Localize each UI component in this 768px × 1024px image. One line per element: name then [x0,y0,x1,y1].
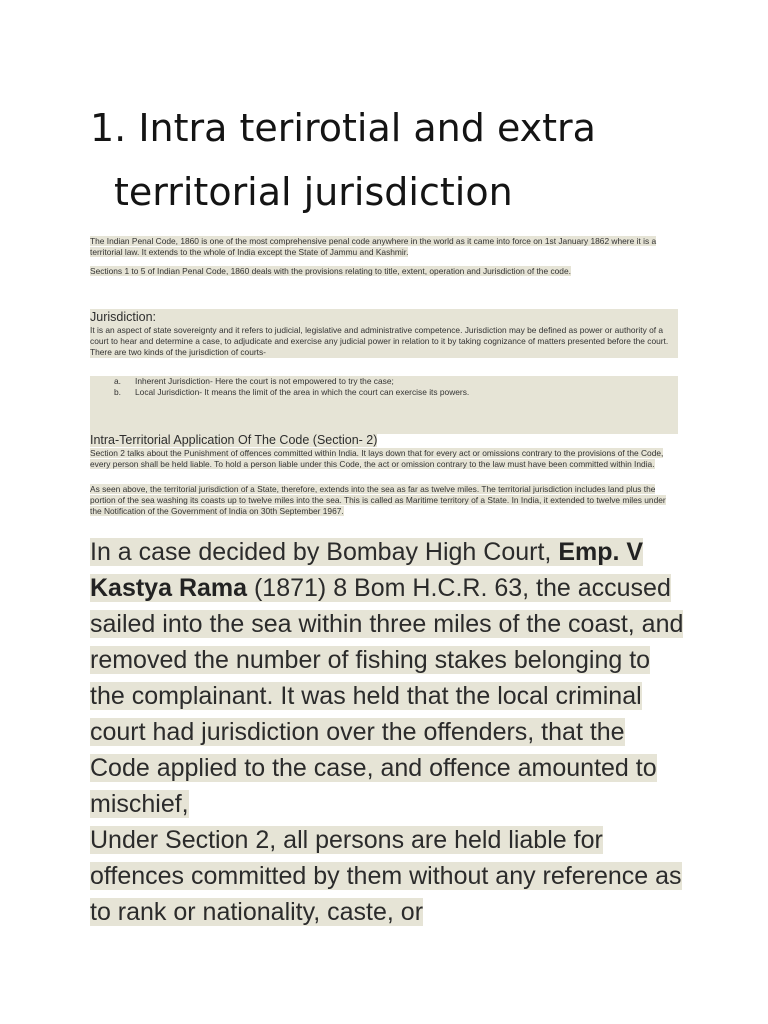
intra-territorial-heading: Intra-Territorial Application Of The Code (Section- 2) [90,433,378,447]
list-marker: b. [114,387,121,397]
intra-territorial-section [90,432,678,470]
case-paragraph [90,538,683,818]
title-line-2: territorial jurisdiction [114,170,513,214]
jurisdiction-heading: Jurisdiction: [90,310,156,324]
list-item [90,376,678,387]
case-prefix: In a case decided by Bombay High Court, [90,538,559,566]
intro-section [90,236,678,285]
list-item-text: Local Jurisdiction- It means the limit of the area in which the court can exercise its powers. [135,387,470,397]
section-2-paragraph: Under Section 2, all persons are held liable for offences committed by them without any reference as to rank or nationality, caste, or [90,826,682,926]
list-item-text: Inherent Jurisdiction- Here the court is not empowered to try the case; [135,376,394,386]
document-title [90,96,710,224]
case-section [90,534,690,930]
list-marker: a. [114,376,121,386]
jurisdiction-section [90,309,678,358]
case-name: Emp. V Kastya Rama [90,538,644,602]
case-details: (1871) 8 Bom H.C.R. 63, the accused sailed into the sea within three miles of the coast, and removed the number of fishing stakes belonging to the complainant. It was held that the local criminal court had jurisdiction over the offenders, that the Code applied to the case, and offence amounted to mischief, [90,574,684,818]
intra-territorial-text: Section 2 talks about the Punishment of offences committed within India. It lays down that for every act or omissions contrary to the provisions of the Code, every person shall be held liable. To hold a person liable under this Code, the act or omission contrary to the law must have been committed within India. [90,448,664,469]
list-item [90,387,678,398]
maritime-text: As seen above, the territorial jurisdiction of a State, therefore, extends into the sea as far as twelve miles. The territorial jurisdiction includes land plus the portion of the sea washing its coasts up to twelve miles into the sea. This is called as Maritime territory of a State. In India, it extended to twelve miles under the Notification of the Government of India on 30th September 1967. [90,484,666,516]
jurisdiction-kinds-list [90,376,678,434]
intro-paragraph-2: Sections 1 to 5 of Indian Penal Code, 1860 deals with the provisions relating to title, extent, operation and Jurisdiction of the code. [90,266,571,276]
maritime-section [90,484,678,517]
jurisdiction-text: It is an aspect of state sovereignty and it refers to judicial, legislative and administrative competence. Jurisdiction may be defined as power or authority of a court to hear and determine a case, to adjudicate and exercise any judicial power in relation to it by taking cognizance of matters presented before the court. There are two kinds of the jurisdiction of courts- [90,325,669,357]
intro-paragraph-1: The Indian Penal Code, 1860 is one of the most comprehensive penal code anywhere in the world as it came into force on 1st January 1862 where it is a territorial law. It extends to the whole of India except the State of Jammu and Kashmir. [90,236,657,257]
title-line-1: 1. Intra terirotial and extra [90,106,596,150]
